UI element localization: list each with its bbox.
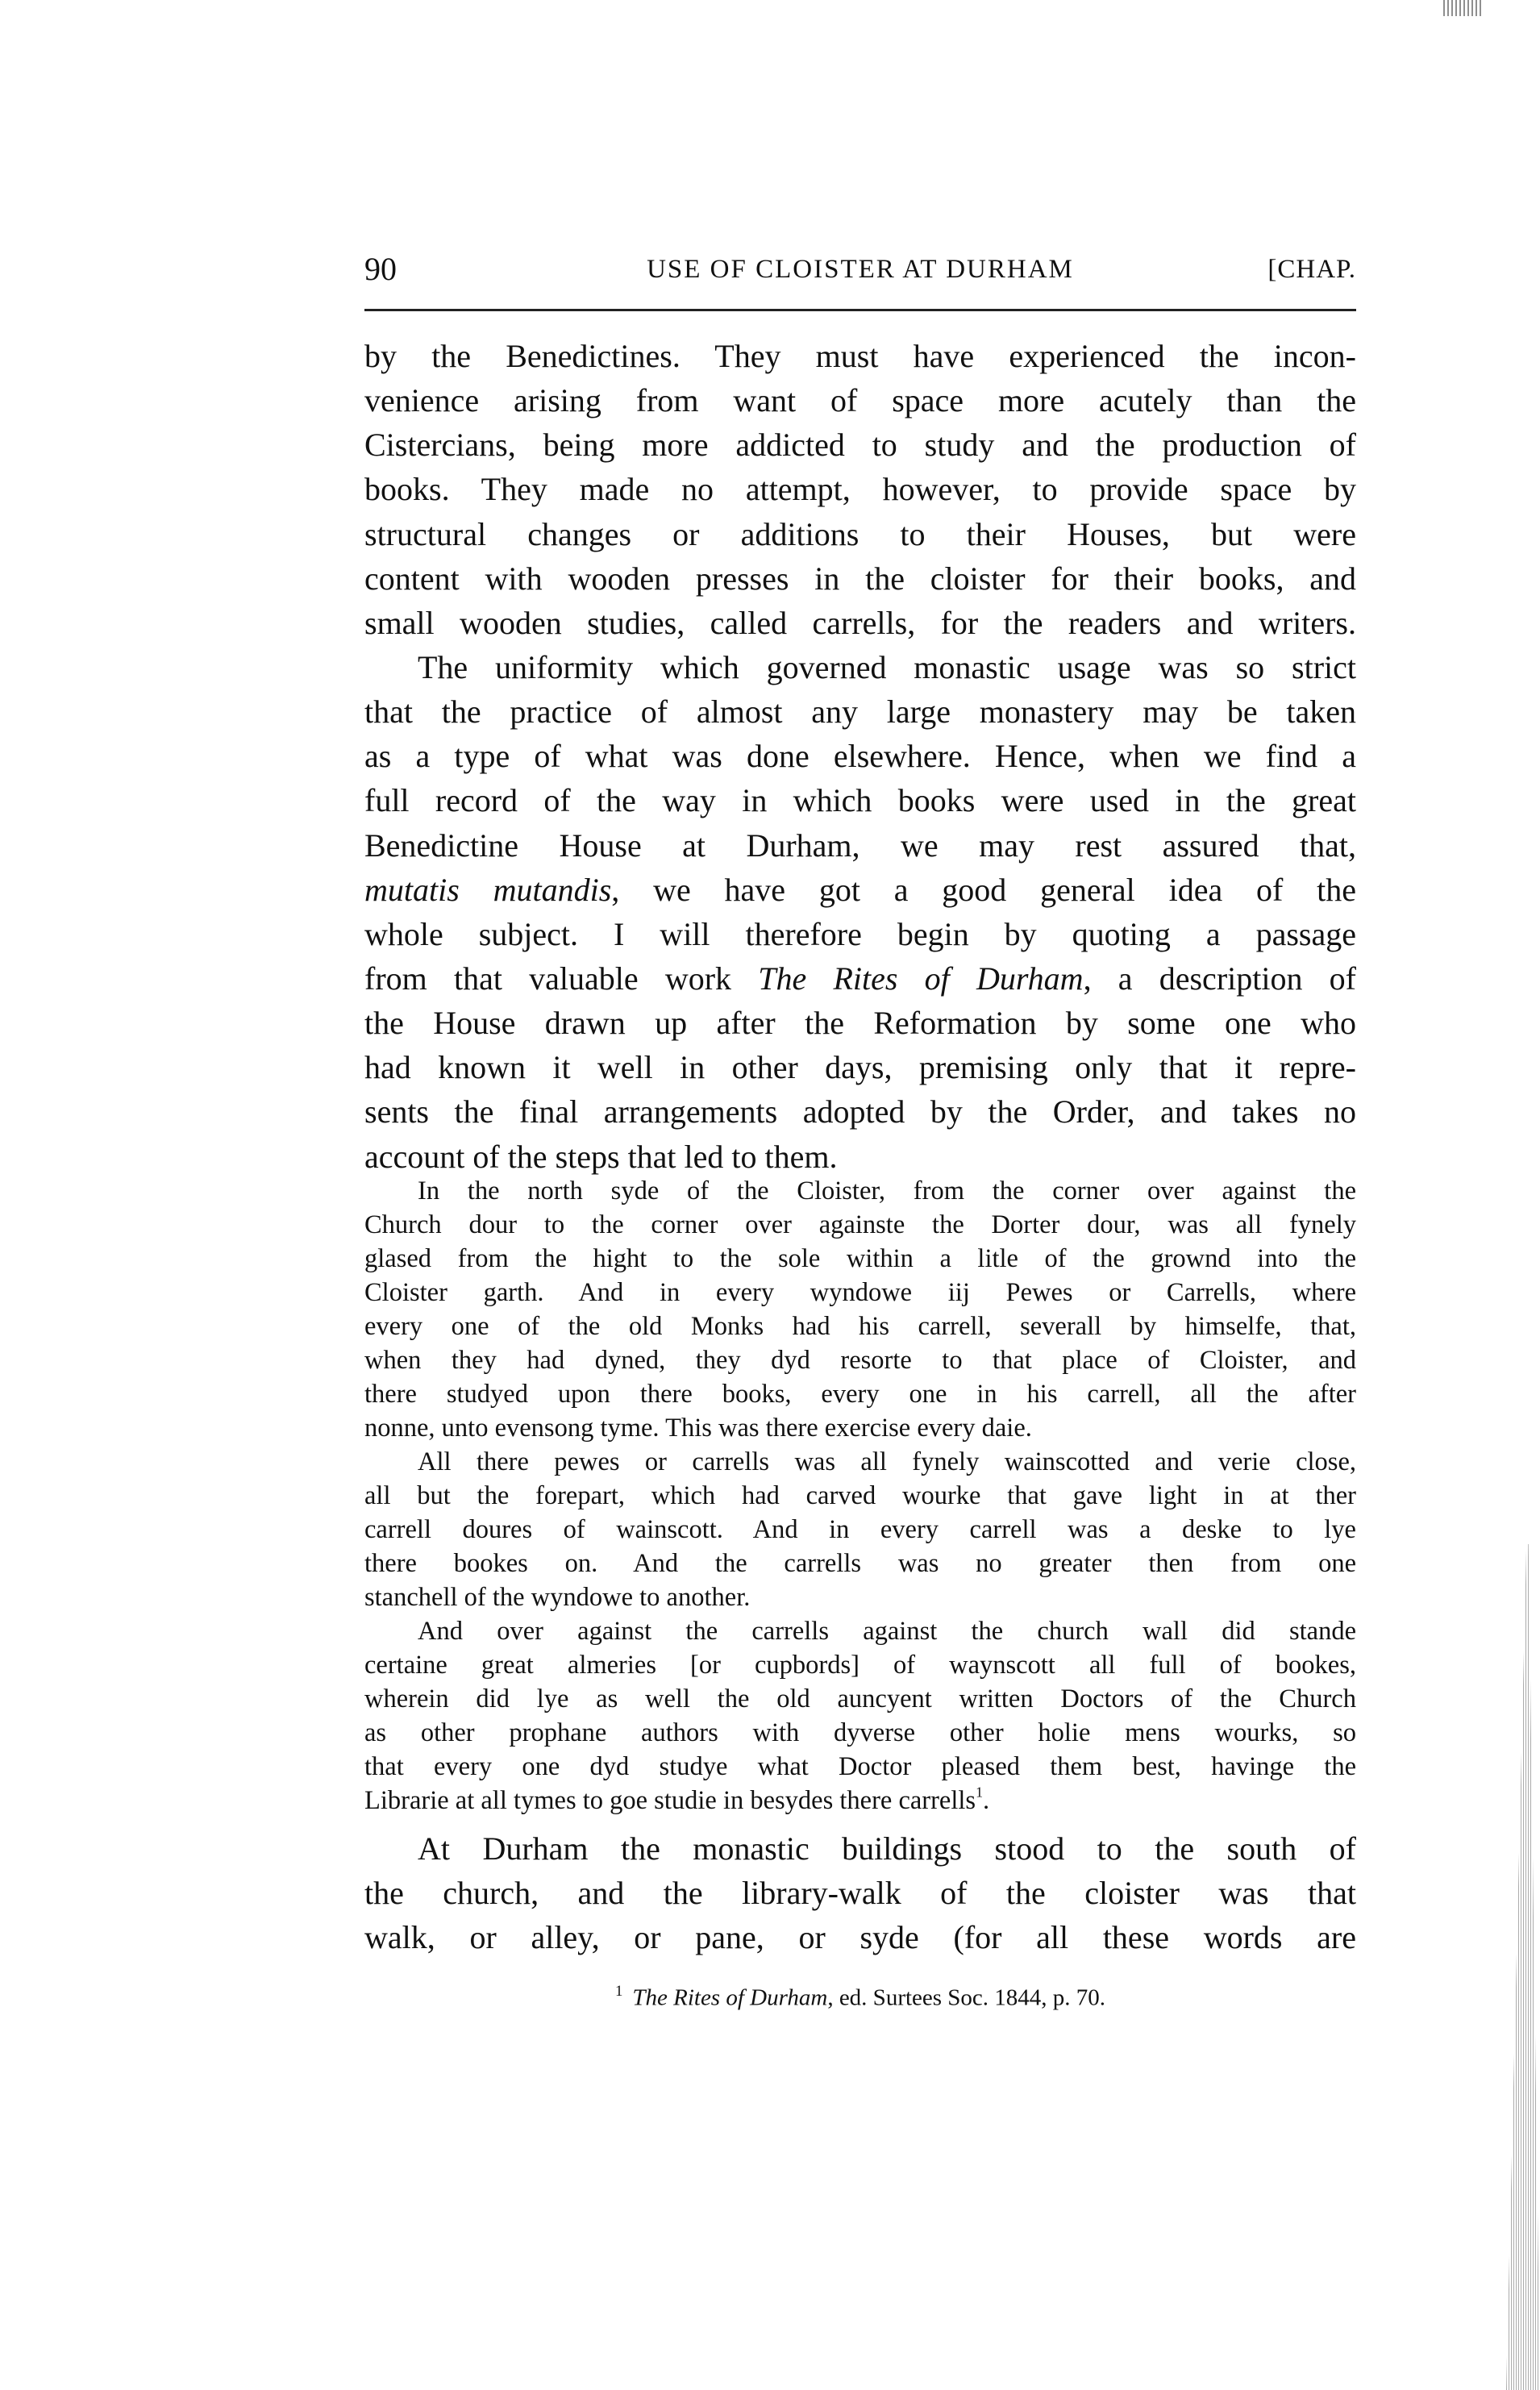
footnote-book-title: The Rites of Durham xyxy=(632,1984,828,2011)
text-line: all but the forepart, which had carved wourke that gave light in at ther xyxy=(364,1481,1356,1510)
text-line: whole subject. I will therefore begin by quoting a passage xyxy=(364,915,1356,952)
closing-paragraph xyxy=(364,1826,1356,1959)
text-line: wherein did lye as well the old auncyent written Doctors of the Church xyxy=(364,1684,1356,1713)
footnote-citation: , ed. Surtees Soc. 1844, p. 70. xyxy=(827,1984,1106,2011)
scan-artifact-edge xyxy=(1506,1544,1540,2390)
text-line: from that valuable work The Rites of Durham, a description of xyxy=(364,960,1356,997)
footnote-mark: 1 xyxy=(614,1983,623,2000)
text-line: glased from the hight to the sole within a litle of the grownd into the xyxy=(364,1244,1356,1273)
paragraph-start-line: In the north syde of the Cloister, from the corner over against the xyxy=(418,1176,1356,1205)
header-rule xyxy=(364,309,1356,311)
text-line: there studyed upon there books, every one in his carrell, all the after xyxy=(364,1380,1356,1409)
text-line: Cloister garth. And in every wyndowe iij Pewes or Carrells, where xyxy=(364,1278,1356,1307)
text-line: as other prophane authors with dyverse other holie mens wourks, so xyxy=(364,1718,1356,1747)
text-line: structural changes or additions to their Houses, but were xyxy=(364,515,1356,552)
text-line: Church dour to the corner over againste the Dorter dour, was all fynely xyxy=(364,1210,1356,1239)
text-line: that the practice of almost any large monastery may be taken xyxy=(364,693,1356,731)
text-line: that every one dyd studye what Doctor pleased them best, havinge the xyxy=(364,1752,1356,1781)
chapter-marker: [CHAP. xyxy=(1267,255,1356,284)
text-line: books. They made no attempt, however, to provide space by xyxy=(364,471,1356,508)
paragraph-start-line: At Durham the monastic buildings stood to the south of xyxy=(418,1830,1356,1867)
book-title: The Rites of Durham xyxy=(758,960,1084,997)
quotation-block xyxy=(364,1174,1356,1817)
text-line: Librarie at all tymes to goe studie in besydes there carrells$^1$. xyxy=(364,1784,990,1815)
text-line: the House drawn up after the Reformation by some one who xyxy=(364,1005,1356,1042)
text-line: there bookes on. And the carrells was no greater then from one xyxy=(364,1549,1356,1578)
text-line: full record of the way in which books were used in the great xyxy=(364,782,1356,819)
text-line: had known it well in other days, premising only that it repre- xyxy=(364,1049,1356,1086)
text-line: sents the final arrangements adopted by the Order, and takes no xyxy=(364,1093,1356,1130)
paragraph-start-line: All there pewes or carrells was all fynely wainscotted and verie close, xyxy=(418,1447,1356,1476)
text-line: when they had dyned, they dyd resorte to that place of Cloister, and xyxy=(364,1346,1356,1375)
text-line: content with wooden presses in the cloister for their books, and xyxy=(364,560,1356,597)
latin-phrase: mutatis mutandis xyxy=(364,871,612,908)
text-line: as a type of what was done elsewhere. Hence, when we find a xyxy=(364,738,1356,775)
text-line: account of the steps that led to them. xyxy=(364,1138,838,1175)
footnote xyxy=(364,1977,1356,2012)
paragraph-start-line: The uniformity which governed monastic usage was so strict xyxy=(418,648,1356,685)
text-line: every one of the old Monks had his carrell, severall by himselfe, that, xyxy=(364,1312,1356,1341)
main-text xyxy=(364,334,1356,1179)
paragraph-start-line: And over against the carrells against the church wall did stande xyxy=(418,1617,1356,1646)
text-line: Benedictine House at Durham, we may rest assured that, xyxy=(364,827,1356,864)
text-line: mutatis mutandis, we have got a good general idea of the xyxy=(364,871,1356,908)
footnote-reference[interactable]: 1 xyxy=(976,1784,984,1801)
text-line: stanchell of the wyndowe to another. xyxy=(364,1583,751,1612)
text-line: Cistercians, being more addicted to study and the production of xyxy=(364,427,1356,464)
text-line: walk, or alley, or pane, or syde (for all these words are xyxy=(364,1919,1356,1956)
scan-artifact-top xyxy=(1443,0,1482,16)
text-line: the church, and the library-walk of the cloister was that xyxy=(364,1875,1356,1912)
text-line: small wooden studies, called carrells, for the readers and writers. xyxy=(364,604,1356,641)
text-line: certaine great almeries [or cupbords] of waynscott all full of bookes, xyxy=(364,1651,1356,1680)
text-line: nonne, unto evensong tyme. This was there exercise every daie. xyxy=(364,1414,1032,1443)
text-line: venience arising from want of space more acutely than the xyxy=(364,382,1356,419)
text-line: by the Benedictines. They must have experienced the incon- xyxy=(364,338,1356,374)
running-title: USE OF CLOISTER AT DURHAM xyxy=(647,255,1074,284)
running-head xyxy=(364,247,1356,292)
text-line: carrell doures of wainscott. And in every carrell was a deske to lye xyxy=(364,1515,1356,1544)
page-number: 90 xyxy=(364,251,397,287)
